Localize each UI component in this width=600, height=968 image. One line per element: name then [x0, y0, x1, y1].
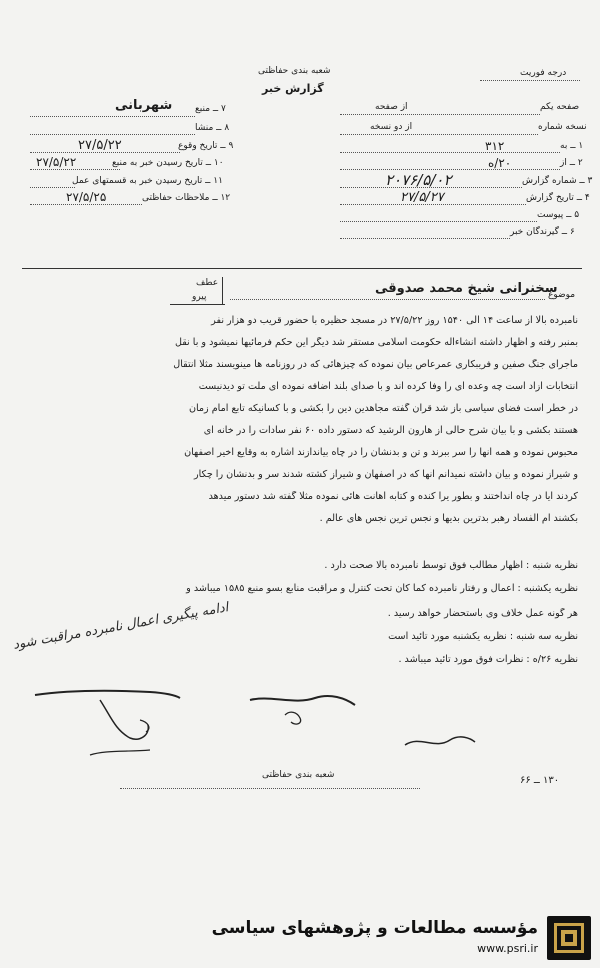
body-line: محبوس نموده و همه آنها را سر ببرند و تن و بدنشان را در چاه بیاندازند اشاره به وقایع اخیر اصفهان [184, 447, 578, 458]
field-attachment-label: ۵ ــ پیوست [537, 210, 580, 220]
opinion-line: نظریه سه شنبه : نظریه یکشنبه مورد تائید است [388, 631, 578, 642]
body-line: بمنبر رفته و اظهار داشته انشاءاله حکومت اسلامی مستقر شد دیگر این حکم فرمائیها نمیشود و با نقل [174, 337, 578, 348]
field-to-label: ۱ ــ به [560, 141, 584, 151]
subject-text: سخنرانی شیخ محمد صدوقی [375, 281, 558, 296]
field-origin-label: ۸ ــ منشا [195, 123, 230, 133]
subject-divider [222, 277, 223, 305]
body-line: در خطر است فضای سیاسی باز شد قرآن گفته مجاهدین دین را بکشی و با کسانیکه تابع امام زمان [188, 403, 578, 414]
department-top: شعبه بندی حفاظتی [258, 66, 331, 76]
opinion-line: نظریه ۲۶/ه : نظرات فوق مورد تائید میباشد . [398, 654, 578, 665]
department-bottom: شعبه بندی حفاظتی [262, 770, 335, 780]
header-separator [22, 268, 582, 269]
subject-side-2: پیرو [192, 292, 207, 302]
field-copy-label: نسخه شماره [538, 122, 587, 132]
subject-label: موضوع [548, 290, 576, 300]
field-report-number-value: ۲۰۷۶/۵/۰۲ [385, 171, 452, 189]
field-security-notes-value: ۲۷/۵/۲۵ [66, 190, 107, 204]
field-received-date-label: ۱۰ ــ تاریخ رسیدن خبر به منبع [112, 158, 224, 168]
field-action-date-label: ۱۱ ــ تاریخ رسیدن خبر به قسمتهای عمل [72, 176, 223, 186]
field-report-date-value: ۲۷/۵/۲۷ [400, 190, 444, 205]
subject-side-1: عطف [196, 278, 219, 288]
report-title: گزارش خبر [262, 82, 324, 95]
body-line: هستند بکشی و با بیان شرح حالی از هارون الرشید که دستور داده ۶۰ نفر سادات را در خانه ای [203, 425, 578, 436]
field-event-date-label: ۹ ــ تاریخ وقوع [178, 141, 234, 151]
field-received-date-value: ۲۷/۵/۲۲ [36, 155, 77, 169]
priority-label: درجه فوریت [520, 68, 567, 78]
field-source-value: شهربانی [115, 98, 173, 113]
opinion-line: نظریه یکشنبه : اعمال و رفتار نامبرده کما کان تحت کنترل و مراقبت منابع بسو منبع ۱۵۸۵ میباشد و [186, 583, 578, 594]
body-line: بکشند ام الفساد رهبر بدترین بدیها و نجس ترین نجس های عالم . [319, 513, 578, 524]
body-line: و شیراز نموده و بیان داشته نمیدانم آنها که در اصفهان و شیراز کشته شدند سر و بدنشان را چکار [193, 469, 578, 480]
body-line: انتخابات آزاد است چه وعده ای را وفا کرده اند و با صدای بلند اضافه نموده ای ملت تو دیدنیست [198, 381, 578, 392]
institute-name: مؤسسه مطالعات و پژوهشهای سیاسی [211, 918, 538, 938]
field-event-date-value: ۲۷/۵/۲۲ [78, 138, 122, 153]
field-source-label: ۷ ــ منبع [195, 104, 226, 114]
institute-logo-icon [547, 916, 591, 960]
opinion-line: هر گونه عمل خلاف وی باستحضار خواهد رسید . [387, 608, 578, 619]
body-line: کردند آیا در چاه انداختند و بطور یرا کنده و کتابه اهانت هائی نموده مثلا گفته شد دستور میدهد [208, 491, 578, 502]
field-page-label: صفحه یکم [540, 102, 580, 112]
institute-url[interactable]: www.psri.ir [477, 942, 538, 955]
handwritten-note: ادامه پیگیری اعمال نامبرده مراقبت شود [12, 600, 230, 653]
body-line: نامبرده بالا از ساعت ۱۴ الی ۱۵۴۰ روز ۲۷/۵/۲۲ در مسجد حظیره با حضور قریب دو هزار نفر [211, 315, 578, 326]
opinion-line: نظریه شنبه : اظهار مطالب فوق توسط نامبرده بالا صحت دارد . [324, 560, 578, 571]
priority-underline [480, 80, 580, 81]
field-copy-value: از دو نسخه [370, 122, 413, 132]
signature-middle [245, 690, 365, 740]
body-line: ماجرای جنگ صفین و فریبکاری عمرعاص بیان نموده که چیزهائی که در روزنامه ها مینویسند مثلا انتقال [173, 359, 578, 370]
footer-number: ۱۳۰ ــ ۶۶ [520, 775, 560, 786]
field-security-notes-label: ۱۲ ــ ملاحظات حفاظتی [142, 193, 231, 203]
field-report-date-label: ۴ ــ تاریخ گزارش [526, 193, 590, 203]
field-from-label: ۲ ــ از [560, 158, 583, 168]
field-to-value: ۳۱۲ [485, 139, 505, 153]
signature-right [400, 720, 480, 760]
field-report-number-label: ۳ ــ شماره گزارش [522, 176, 593, 186]
signature-left [30, 680, 190, 770]
field-recipients-label: ۶ ــ گیرندگان خبر [510, 227, 575, 237]
field-page-value: از صفحه [375, 102, 408, 112]
field-from-value: ۲۰/ه [488, 156, 512, 170]
